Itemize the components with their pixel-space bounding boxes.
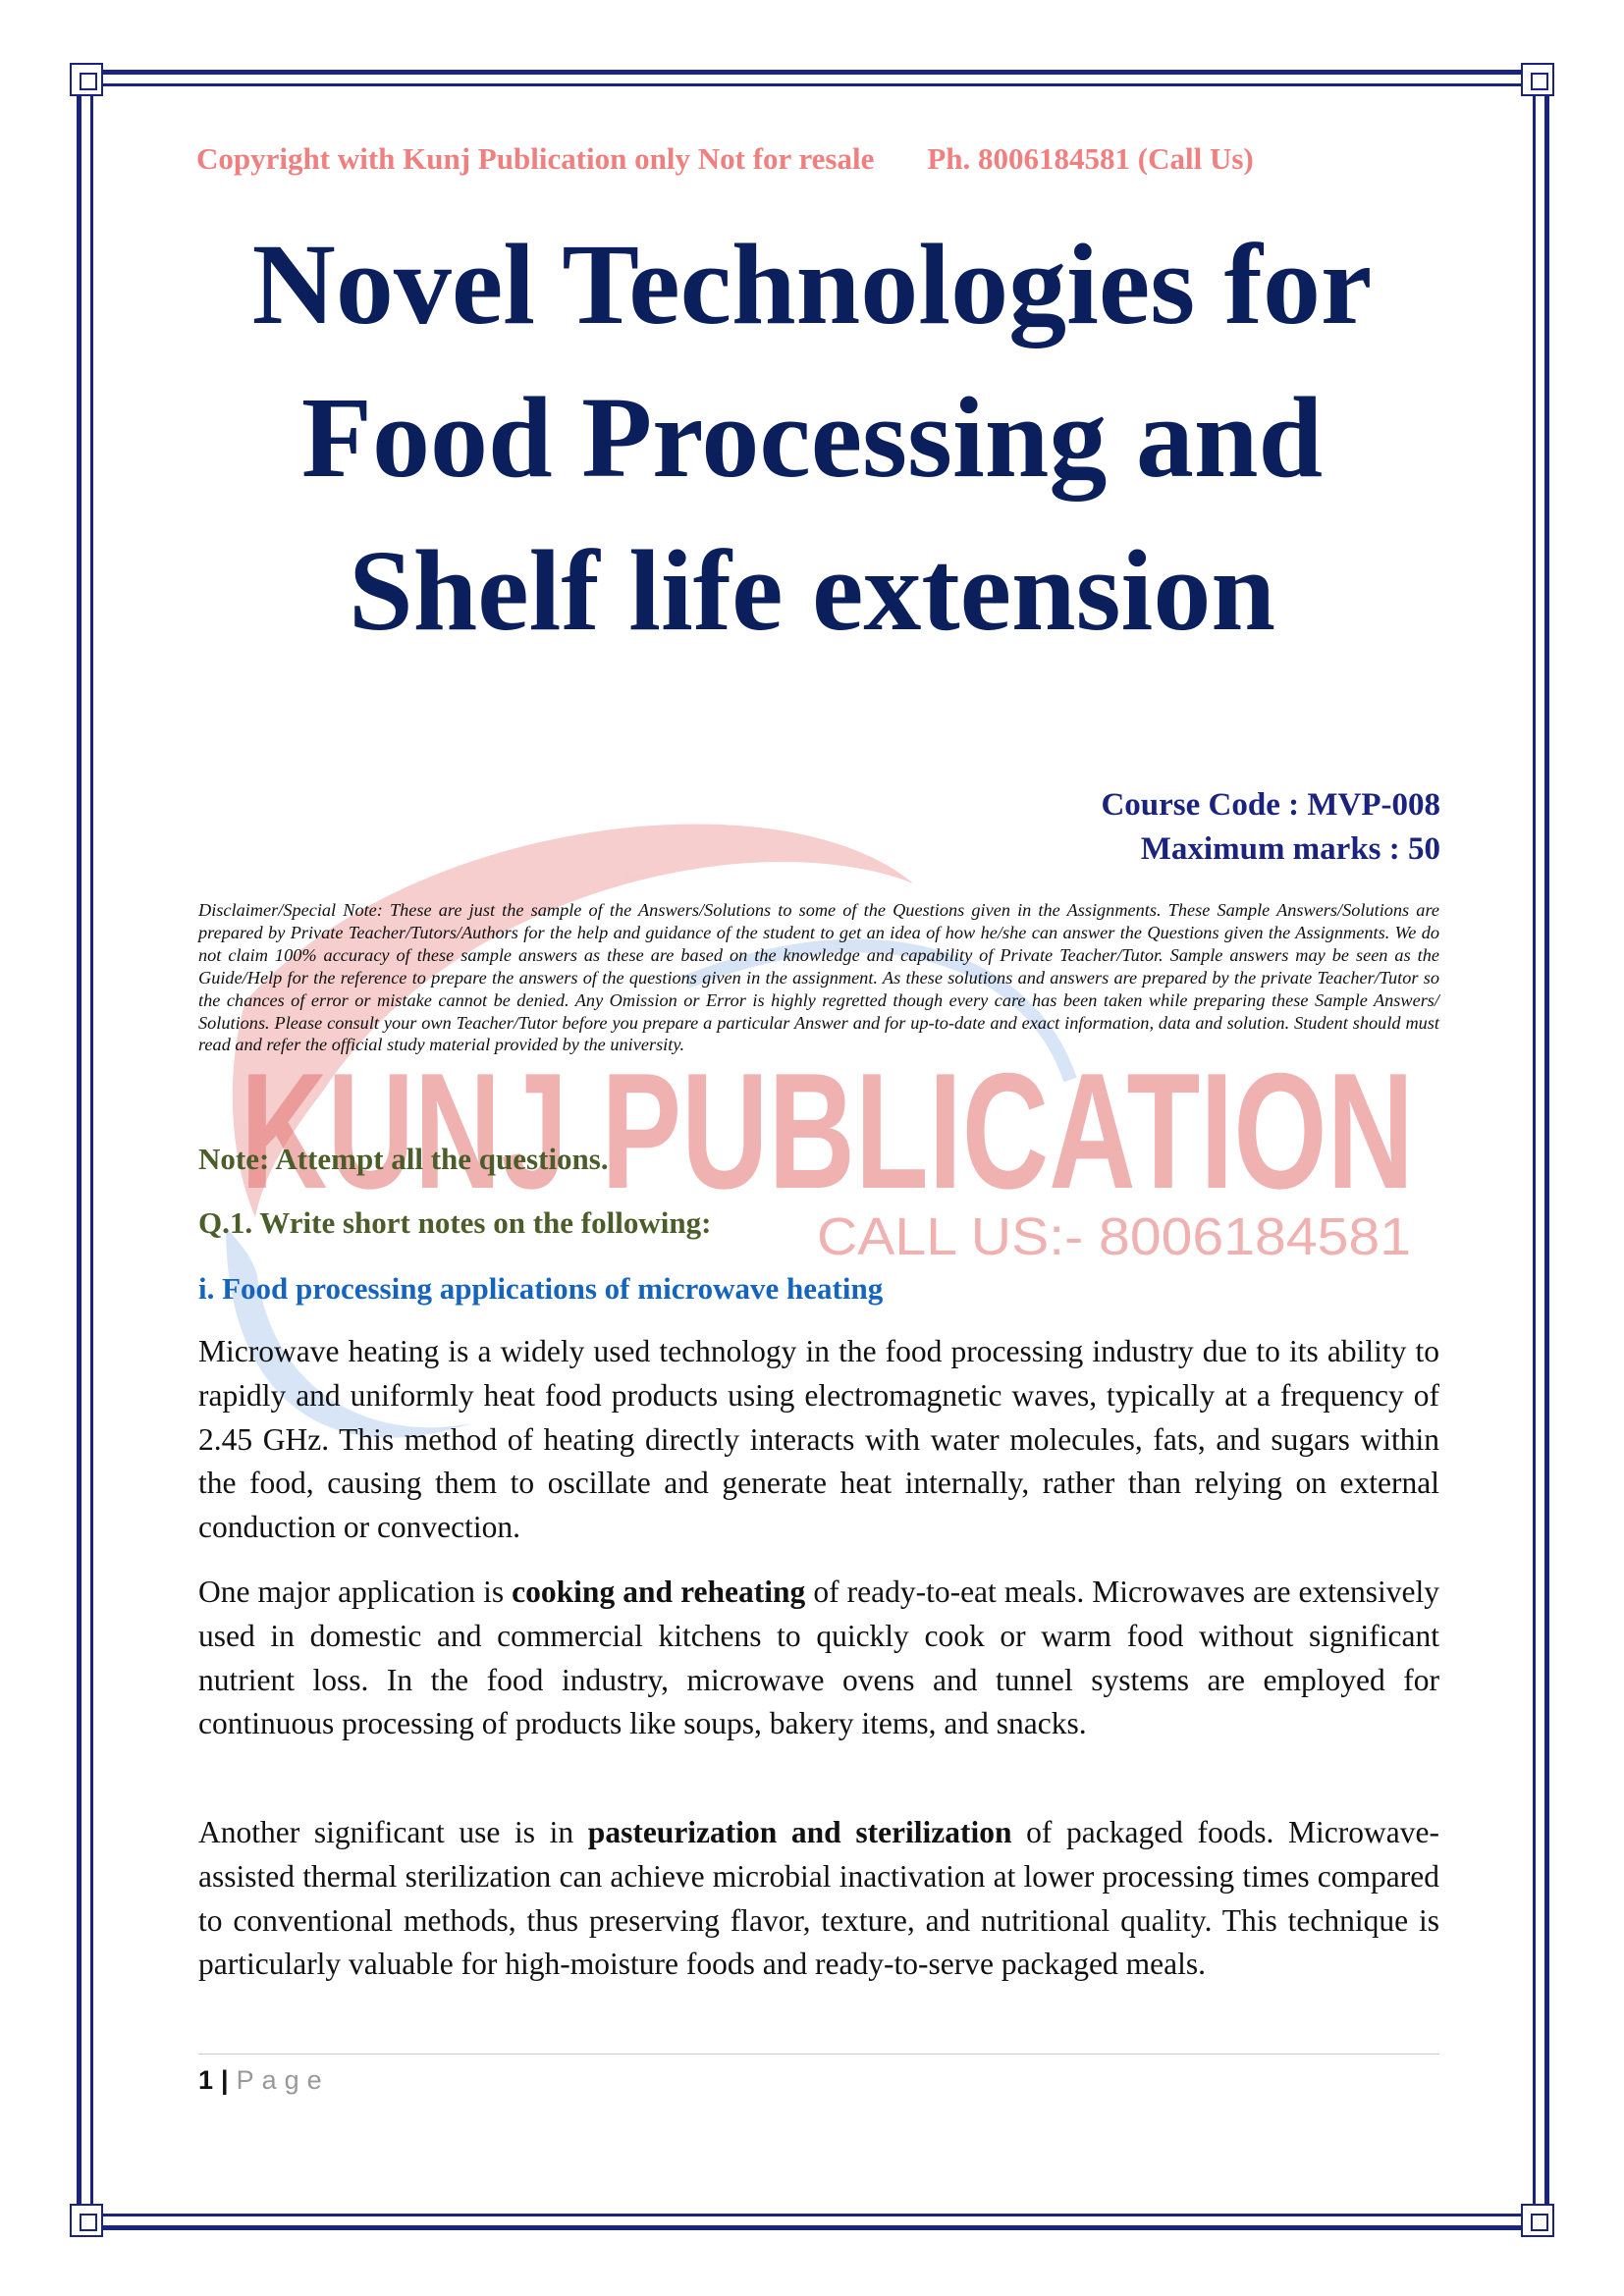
subheading: i. Food processing applications of microwave heating xyxy=(198,1271,884,1306)
paragraph-3-text-end: of packaged foods. Microwave-assisted thermal sterilization can achieve microbial inactivation at lower processing times compared to conventional methods, thus preserving flavor, texture, and nutritional quality. This technique is particularly valuable for high-moisture foods and ready-to-serve packaged meals. xyxy=(198,1815,1439,1982)
corner-ornament-top-right xyxy=(1521,63,1554,96)
page-footer xyxy=(198,2065,330,2096)
paragraph-3 xyxy=(198,1811,1439,1987)
instruction-note: Note: Attempt all the questions. xyxy=(198,1142,609,1176)
paragraph-2 xyxy=(198,1571,1439,1746)
title-line-3: Shelf life extension xyxy=(349,526,1275,655)
paragraph-2-text-start: One major application is xyxy=(198,1575,513,1609)
copyright-line xyxy=(196,141,1434,177)
title-line-1: Novel Technologies for xyxy=(251,220,1373,348)
page-number: 1 xyxy=(198,2065,214,2095)
contact-phone: Ph. 8006184581 (Call Us) xyxy=(927,141,1254,176)
paragraph-3-text-start: Another significant use is in xyxy=(198,1815,588,1849)
watermark-brand: KUNJ PUBLICATION xyxy=(241,1039,1414,1223)
course-info xyxy=(1101,783,1440,872)
maximum-marks: Maximum marks : 50 xyxy=(1140,831,1440,867)
paragraph-2-emphasis: cooking and reheating xyxy=(512,1575,806,1609)
corner-ornament-top-left xyxy=(70,63,103,96)
footer-separator: | xyxy=(221,2065,229,2095)
footer-divider xyxy=(198,2054,1439,2055)
document-title xyxy=(177,208,1447,667)
title-line-2: Food Processing and xyxy=(300,373,1324,502)
paragraph-1: Microwave heating is a widely used technology in the food processing industry due to its ability to rapidly and uniformly heat food products using electromagnetic waves, typically at a frequency of 2.45 GHz. This method of heating directly interacts with water molecules, fats, and sugars within the food, causing them to oscillate and generate heat internally, rather than relying on external conduction or convection. xyxy=(198,1334,1439,1545)
watermark-call: CALL US:- 8006184581 xyxy=(817,1207,1411,1266)
question-heading: Q.1. Write short notes on the following: xyxy=(198,1205,712,1240)
disclaimer-text: Disclaimer/Special Note: These are just the sample of the Answers/Solutions to some of the Questions given in the Assignments. These Sample Answers/Solutions are prepared by Private Teacher/Tutors/Authors for the help and guidance of the student to get an idea of how he/she can answer the Questions given the Assignments. We do not claim 100% accuracy of these sample answers as these are based on the knowledge and capability of Private Teacher/Tutor. Sample answers may be seen as the Guide/Help for the reference to prepare the answers of the questions given in the assignment. As these solutions and answers are prepared by the private Teacher/Tutor so the chances of error or mistake cannot be denied. Any Omission or Error is highly regretted though every care has been taken while preparing these Sample Answers/ Solutions. Please consult your own Teacher/Tutor before you prepare a particular Answer and for up-to-date and exact information, data and solution. Student should must read and refer the official study material provided by the university. xyxy=(198,900,1439,1055)
copyright-notice: Copyright with Kunj Publication only Not for resale xyxy=(196,141,875,176)
paragraph-3-emphasis: pasteurization and sterilization xyxy=(587,1815,1012,1849)
paragraph-2-text-end: of ready-to-eat meals. Microwaves are extensively used in domestic and commercial kitchens to quickly cook or warm food without significant nutrient loss. In the food industry, microwave ovens and tunnel systems are employed for continuous processing of products like soups, bakery items, and snacks. xyxy=(198,1575,1439,1741)
corner-ornament-bottom-right xyxy=(1521,2204,1554,2237)
page-label: Page xyxy=(236,2065,330,2095)
course-code: Course Code : MVP-008 xyxy=(1101,787,1440,823)
corner-ornament-bottom-left xyxy=(70,2204,103,2237)
